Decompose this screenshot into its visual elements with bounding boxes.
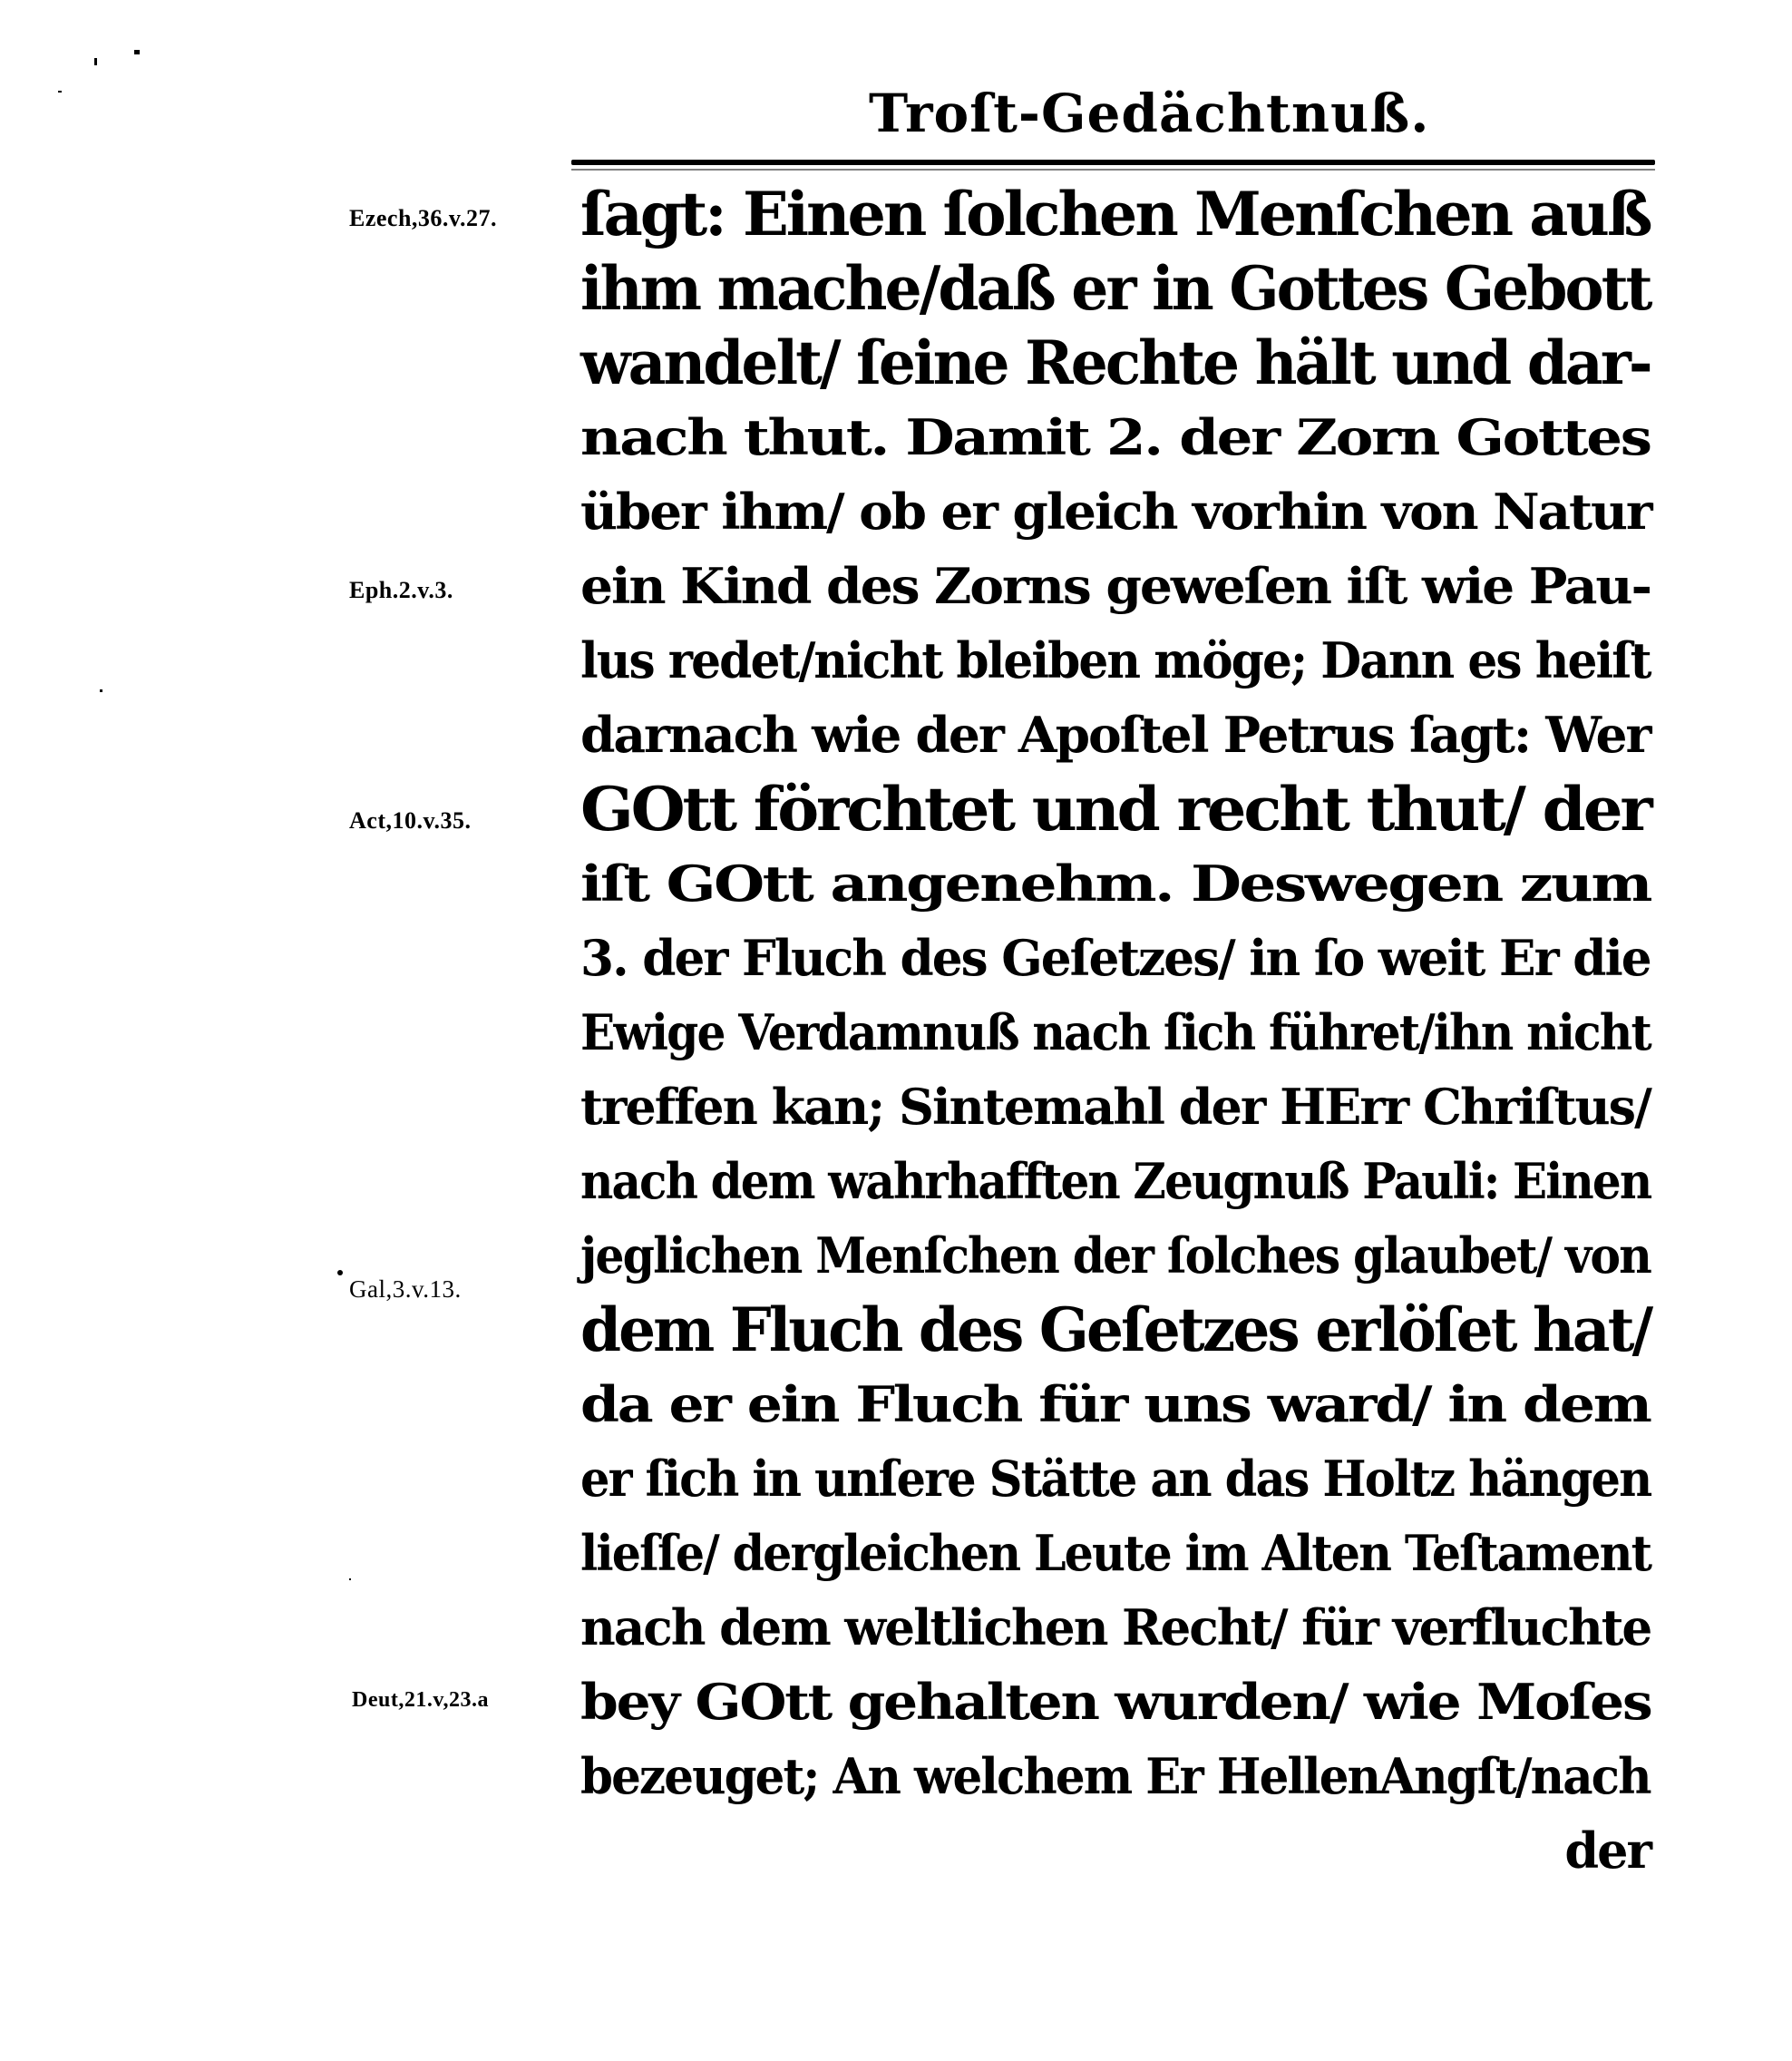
header-rule [571,160,1655,165]
text-line: darnach wie der Apoſtel Petrus ſagt: Wer [580,706,1651,764]
text-line: bey GOtt gehalten wurden/ wie Moſes [580,1673,1651,1731]
text-line: über ihm/ ob er gleich vorhin von Natur [580,483,1651,541]
text-line: iſt GOtt angenehm. Deswegen zum [580,855,1651,913]
running-head: Troſt-Gedächtnuß. [869,83,1430,144]
text-line: GOtt förchtet und recht thut/ der [580,774,1651,845]
scan-speck [134,50,140,54]
text-line: nach dem weltlichen Recht/ für verfluchte [580,1598,1651,1656]
text-line: nach thut. Damit 2. der Zorn Gottes [580,408,1651,466]
text-line: ſagt: Einen ſolchen Menſchen auß [580,179,1651,249]
scan-speck [337,1270,343,1275]
text-line: bezeuget; An welchem Er HellenAngſt/nach [580,1747,1651,1805]
text-line: dem Fluch des Geſetzes erlöſet hat/ [580,1294,1651,1365]
body-text [580,177,1651,1888]
text-line: jeglichen Menſchen der ſolches glaubet/ von [580,1226,1651,1284]
text-line: ein Kind des Zorns geweſen iſt wie Pau- [580,557,1651,615]
scan-speck [100,689,102,692]
text-line: 3. der Fluch des Geſetzes/ in ſo weit Er die [580,929,1651,987]
scan-speck [94,58,97,65]
margin-note-gal: Gal,3.v.13. [349,1275,462,1303]
text-line: lus redet/nicht bleiben möge; Dann es heiſt [580,631,1651,689]
catchword: der [1564,1822,1651,1880]
scan-speck [58,91,62,93]
text-line: lieſſe/ dergleichen Leute im Alten Teſtament [580,1524,1651,1582]
text-line: treffen kan; Sintemahl der HErr Chriſtus/ [580,1078,1651,1136]
text-line: er ſich in unſere Stätte an das Holtz hängen [580,1450,1651,1508]
header-rule-thin [571,169,1655,171]
text-line: da er ein Fluch für uns ward/ in dem [580,1375,1651,1433]
scan-speck [349,1578,351,1580]
text-line: ihm mache/daß er in Gottes Gebott [580,253,1651,324]
text-line: wandelt/ ſeine Rechte hält und dar- [580,327,1651,398]
text-line: nach dem wahrhafften Zeugnuß Pauli: Einen [580,1152,1651,1210]
margin-note-deut: Deut,21.v,23.a [352,1688,489,1712]
margin-note-act: Act,10.v.35. [349,807,472,834]
margin-note-eph: Eph.2.v.3. [349,577,453,603]
text-line: Ewige Verdamnuß nach ſich führet/ihn nicht [580,1003,1651,1061]
margin-note-ezech: Ezech,36.v.27. [349,205,497,231]
